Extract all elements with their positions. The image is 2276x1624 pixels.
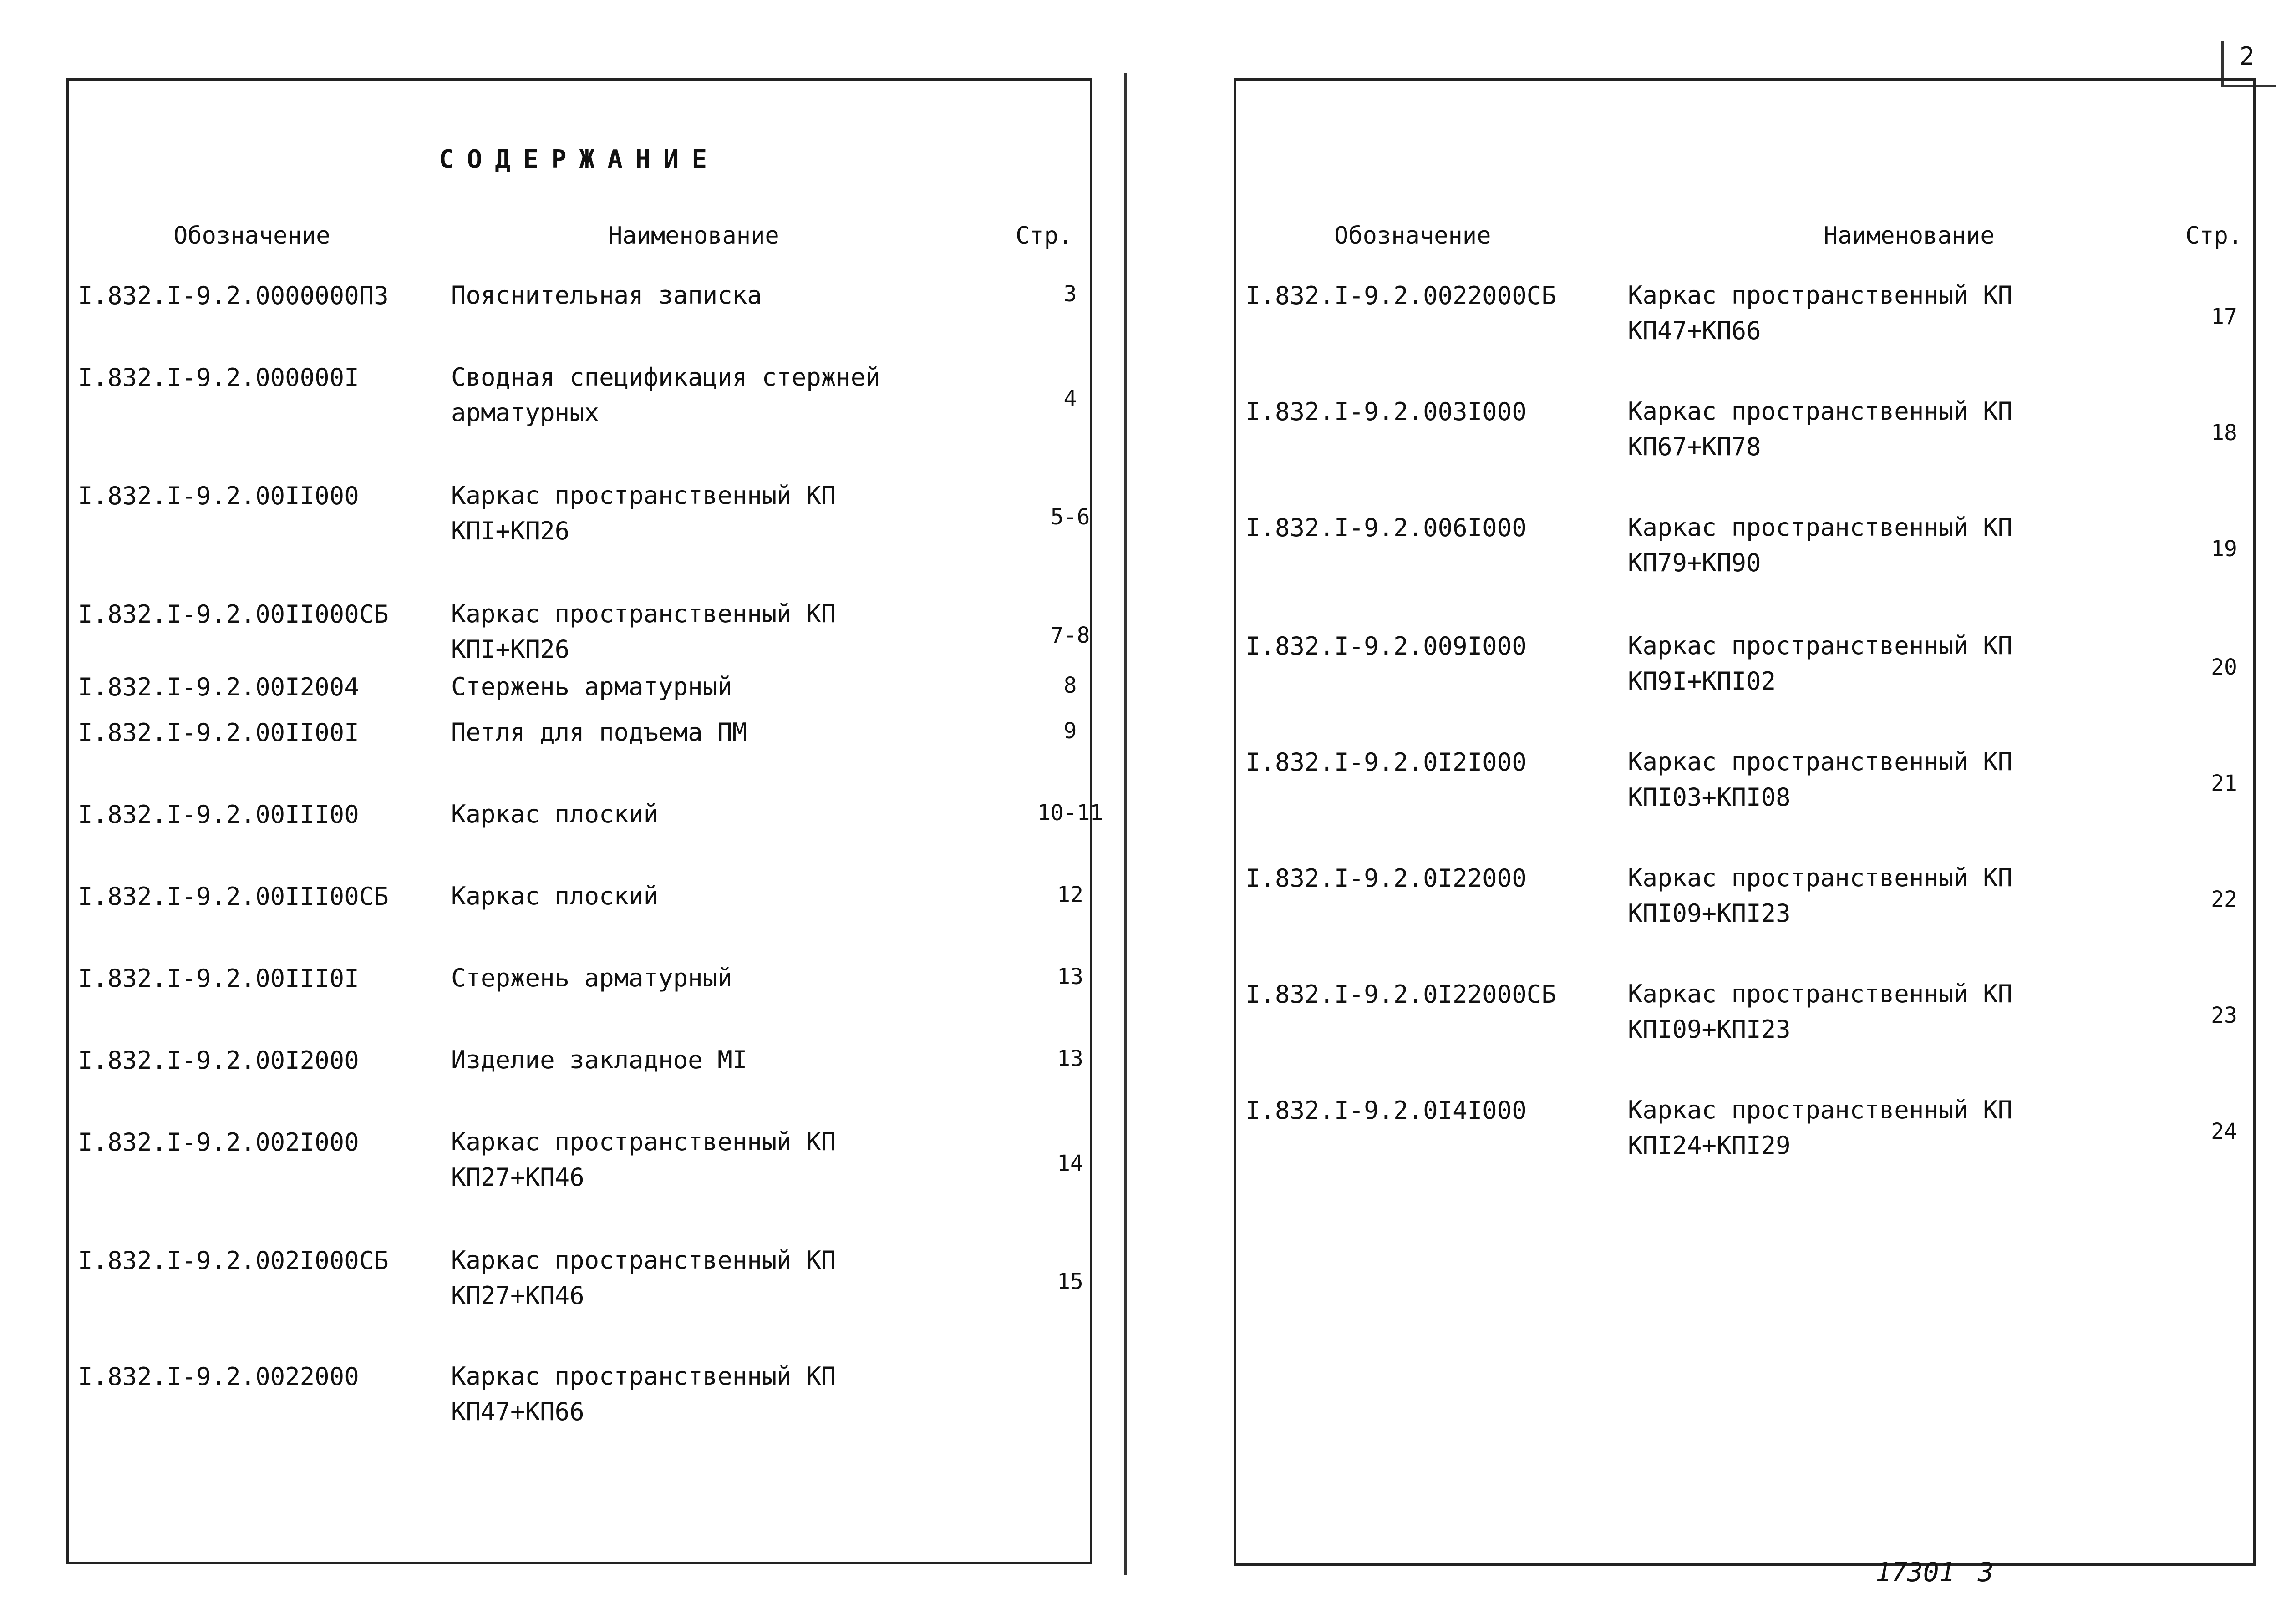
entry-name-line: Каркас пространственный КП	[1628, 863, 2013, 892]
entry-name-line: Каркас пространственный КП	[451, 1246, 836, 1274]
header-designation: Обозначение	[1334, 222, 1491, 249]
entry-designation: I.832.I-9.2.002I000СБ	[78, 1246, 389, 1275]
contents-row	[69, 1362, 1090, 1435]
entry-name	[1628, 510, 2012, 581]
contents-row	[1236, 748, 2253, 821]
entry-designation: I.832.I-9.2.0022000	[78, 1362, 359, 1391]
entry-page: 20	[2211, 655, 2237, 680]
entry-designation: I.832.I-9.2.0I22000СБ	[1245, 980, 1556, 1009]
entry-name	[451, 960, 732, 996]
entry-page: 23	[2211, 1003, 2237, 1028]
entry-name	[1628, 628, 2012, 699]
entry-name	[451, 797, 658, 832]
entry-name-line: Каркас пространственный КП	[451, 1362, 836, 1391]
entry-designation: I.832.I-9.2.00II00I	[78, 718, 359, 747]
entry-name-line: Каркас пространственный КП	[1628, 979, 2013, 1008]
entry-name-line: Каркас пространственный КП	[1628, 1096, 2013, 1124]
contents-row	[69, 1246, 1090, 1319]
entry-designation: I.832.I-9.2.003I000	[1245, 397, 1527, 426]
contents-row	[1236, 864, 2253, 937]
entry-page: 8	[1063, 673, 1077, 698]
entry-page: 4	[1063, 386, 1077, 411]
entry-designation: I.832.I-9.2.00III00	[78, 800, 359, 829]
entry-designation: I.832.I-9.2.000000I	[78, 363, 359, 392]
entry-name	[451, 669, 732, 705]
entry-designation: I.832.I-9.2.00III0I	[78, 964, 359, 993]
entry-name-line: Каркас пространственный КП	[1628, 281, 2013, 310]
contents-row	[69, 363, 1090, 436]
entry-name-line: Каркас пространственный КП	[1628, 747, 2013, 776]
contents-row	[69, 718, 1090, 791]
entry-designation: I.832.I-9.2.0I2I000	[1245, 748, 1527, 776]
entry-name	[1628, 860, 2012, 931]
entry-name-line: КПI+КП26	[451, 635, 570, 664]
entry-name-line: КП47+КП66	[451, 1397, 584, 1426]
entry-page: 21	[2211, 771, 2237, 796]
contents-sheet-left	[66, 78, 1103, 1564]
contents-row	[69, 800, 1103, 873]
contents-row	[69, 1046, 1090, 1119]
entry-name	[451, 360, 880, 431]
entry-designation: I.832.I-9.2.006I000	[1245, 513, 1527, 542]
entry-name-line: КПI09+КПI23	[1628, 899, 1791, 928]
entry-name-line: КПI09+КПI23	[1628, 1015, 1791, 1044]
entry-page: 24	[2211, 1119, 2237, 1144]
entry-name-line: КПI03+КПI08	[1628, 783, 1791, 812]
entry-page: 18	[2211, 420, 2237, 446]
entry-designation: I.832.I-9.2.00I2004	[78, 673, 359, 701]
entry-name	[451, 715, 747, 750]
entry-designation: I.832.I-9.2.00I2000	[78, 1046, 359, 1075]
entry-page: 14	[1057, 1151, 1083, 1176]
entry-designation: I.832.I-9.2.0000000ПЗ	[78, 281, 389, 310]
entry-name	[451, 478, 836, 549]
entry-name-line: арматурных	[451, 398, 599, 427]
contents-row	[69, 882, 1090, 955]
entry-name-line: Стержень арматурный	[451, 964, 732, 992]
header-designation: Обозначение	[173, 222, 330, 249]
entry-name-line: Стержень арматурный	[451, 672, 732, 701]
entry-name	[451, 878, 658, 914]
entry-page: 3	[1063, 281, 1077, 307]
entry-designation: I.832.I-9.2.002I000	[78, 1128, 359, 1157]
contents-row	[69, 482, 1090, 554]
entry-designation: I.832.I-9.2.0I22000	[1245, 864, 1527, 893]
page-title: СОДЕРЖАНИЕ	[438, 145, 720, 174]
entry-name-line: Изделие закладное МI	[451, 1045, 747, 1074]
contents-row	[69, 964, 1090, 1037]
contents-row	[69, 600, 1090, 673]
entry-name	[451, 1359, 836, 1430]
entry-page: 13	[1057, 964, 1083, 990]
entry-page: 12	[1057, 882, 1083, 908]
entry-name	[1628, 394, 2012, 465]
contents-row	[69, 1128, 1090, 1201]
contents-row	[69, 281, 1090, 354]
entry-name	[1628, 278, 2012, 349]
footer-document-number: 17301	[1875, 1557, 1955, 1588]
entry-name	[451, 1243, 836, 1314]
entry-name-line: КП79+КП90	[1628, 548, 1761, 577]
entry-name-line: Петля для подъема ПМ	[451, 718, 747, 746]
entry-name	[1628, 976, 2012, 1047]
entry-designation: I.832.I-9.2.009I000	[1245, 632, 1527, 660]
entry-name-line: КП47+КП66	[1628, 316, 1761, 345]
entry-designation: I.832.I-9.2.00II000	[78, 482, 359, 510]
entry-name-line: Сводная спецификация стержней	[451, 363, 880, 391]
header-page: Стр.	[2185, 222, 2243, 249]
entry-page: 10-11	[1037, 800, 1103, 826]
entry-name-line: Каркас плоский	[451, 800, 659, 828]
entry-designation: I.832.I-9.2.0I4I000	[1245, 1096, 1527, 1125]
entry-page: 7-8	[1050, 623, 1090, 648]
entry-name-line: Каркас пространственный КП	[1628, 631, 2013, 660]
entry-page: 17	[2211, 304, 2237, 330]
header-name: Наименование	[608, 222, 779, 249]
entry-name-line: Каркас пространственный КП	[451, 1127, 836, 1156]
entry-name-line: Каркас пространственный КП	[1628, 397, 2013, 426]
entry-page: 13	[1057, 1046, 1083, 1071]
contents-row	[1236, 397, 2253, 470]
entry-name-line: КП27+КП46	[451, 1281, 584, 1310]
entry-page: 19	[2211, 536, 2237, 562]
entry-page: 9	[1063, 718, 1077, 744]
entry-name-line: КП9I+КПI02	[1628, 667, 1776, 695]
entry-name-line: Каркас пространственный КП	[451, 481, 836, 510]
entry-designation: I.832.I-9.2.0022000СБ	[1245, 281, 1556, 310]
entry-name	[451, 1042, 747, 1078]
entry-name	[1628, 1092, 2012, 1163]
contents-sheet-right	[1234, 78, 2256, 1566]
entry-name	[451, 596, 836, 667]
footer-page-number: 3	[1978, 1557, 1994, 1588]
header-name: Наименование	[1824, 222, 1995, 249]
contents-row	[1236, 513, 2253, 586]
entry-name-line: КП67+КП78	[1628, 432, 1761, 461]
contents-row	[1236, 1096, 2253, 1169]
entry-name-line: Каркас плоский	[451, 882, 659, 910]
sheet-number: 2	[2240, 42, 2255, 71]
entry-name	[1628, 744, 2012, 815]
entry-page: 15	[1057, 1269, 1083, 1294]
contents-row	[1236, 632, 2253, 705]
header-page: Стр.	[1016, 222, 1073, 249]
contents-row	[1236, 980, 2253, 1053]
entry-name	[451, 278, 762, 313]
entry-page: 5-6	[1050, 504, 1090, 530]
entry-name-line: КПI+КП26	[451, 517, 570, 545]
entry-name-line: Каркас пространственный КП	[451, 599, 836, 628]
entry-name-line: Пояснительная записка	[451, 281, 762, 310]
contents-row	[1236, 281, 2253, 354]
entry-designation: I.832.I-9.2.00III00СБ	[78, 882, 389, 911]
entry-designation: I.832.I-9.2.00II000СБ	[78, 600, 389, 629]
entry-page: 22	[2211, 887, 2237, 912]
entry-name	[451, 1124, 836, 1195]
entry-name-line: Каркас пространственный КП	[1628, 513, 2013, 542]
entry-name-line: КПI24+КПI29	[1628, 1131, 1791, 1160]
entry-name-line: КП27+КП46	[451, 1163, 584, 1192]
